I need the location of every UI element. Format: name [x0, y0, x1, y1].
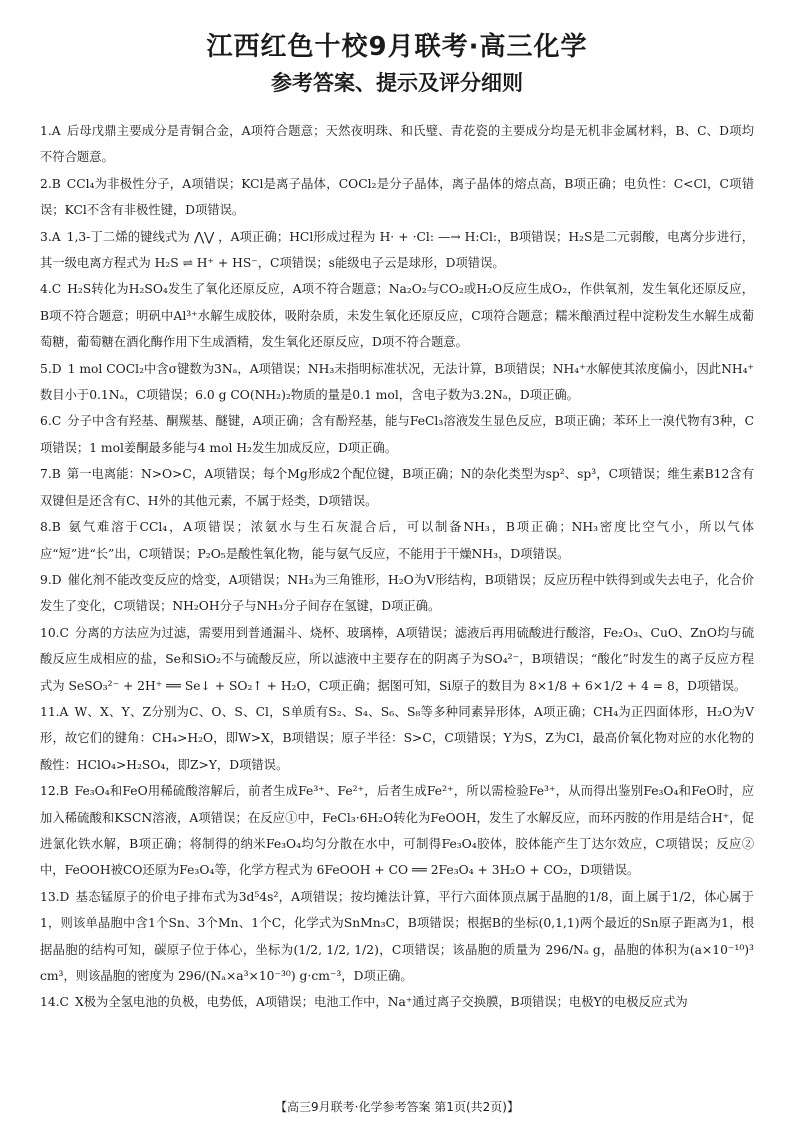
answer-text: 1 mol COCl₂中含σ键数为3Nₐ，A项错误；NH₃未指明标准状况，无法计算，B项错误；NH₄⁺水解使其浓度偏小，因此NH₄⁺数目小于0.1Nₐ，C项错误；6.0 g CO(NH₂)₂物质的量是0.1 mol，含电子数为3.2Nₐ，D项正确。 — [40, 361, 754, 403]
answer-item-6 — [40, 408, 754, 461]
answer-item-4 — [40, 276, 754, 355]
answer-text: H₂S转化为H₂SO₄发生了氧化还原反应，A项不符合题意；Na₂O₂与CO₂或H₂O反应生成O₂，作供氧剂，发生氧化还原反应，B项不符合题意；明矾中Al³⁺水解生成胶体，吸附杂质，未发生氧化还原反应，C项符合题意；糯米酿酒过程中淀粉发生水解生成葡萄糖，葡萄糖在酒化酶作用下生成酒精，发生氧化还原反应，D项不符合题意。 — [40, 282, 754, 350]
answer-item-8 — [40, 514, 754, 567]
page-title: 江西红色十校9月联考·高三化学 — [206, 32, 588, 62]
answer-item-2 — [40, 171, 754, 224]
page-footer: 【高三9月联考·化学参考答案 第1页(共2页)】 — [275, 1100, 519, 1114]
answer-text: X极为全氢电池的负极，电势低，A项错误；电池工作中，Na⁺通过离子交换膜，B项错误；电极Y的电极反应式为 — [74, 995, 688, 1010]
answer-number: 4.C — [40, 282, 62, 297]
answer-number: 11.A — [40, 704, 69, 719]
answer-item-14 — [40, 989, 754, 1015]
answer-text: CCl₄为非极性分子，A项错误；KCl是离子晶体，COCl₂是分子晶体，离子晶体的熔点高，B项正确；电负性：C<Cl，C项错误；KCl不含有非极性键，D项错误。 — [40, 176, 754, 218]
answer-number: 3.A — [40, 229, 61, 244]
answer-number: 2.B — [40, 176, 61, 191]
answer-item-5 — [40, 356, 754, 409]
answer-text: 氨气难溶于CCl₄，A项错误；浓氨水与生石灰混合后，可以制备NH₃，B项正确；NH₃密度比空气小，所以气体应“短”进“长”出，C项错误；P₂O₅是酸性氧化物，能与氨气反应，不能用于干燥NH₃，D项错误。 — [40, 520, 754, 561]
answer-text: 1,3-丁二烯的键线式为 ⋀⋁ ，A项正确；HCl形成过程为 H· + ·Cl: —→ H:Cl:，B项错误；H₂S是二元弱酸，电离分步进行，其一级电离方程式为 H₂S ⇌ H⁺ + HS⁻，C项错误；s能级电子云是球形，D项错误。 — [40, 229, 754, 271]
answer-number: 13.D — [40, 889, 70, 904]
answer-number: 14.C — [40, 995, 69, 1010]
answer-number: 12.B — [40, 784, 69, 799]
answer-number: 8.B — [40, 520, 61, 535]
answer-item-3 — [40, 224, 754, 277]
answer-item-9 — [40, 567, 754, 620]
answer-text: 第一电离能：N>O>C，A项错误；每个Mg形成2个配位键，B项正确；N的杂化类型为sp²、sp³，C项错误；维生素B12含有双键但是还含有C、H外的其他元素，不属于烃类，D项错误。 — [40, 467, 754, 508]
answer-item-7 — [40, 461, 754, 514]
answer-number: 6.C — [40, 414, 62, 429]
answer-text: W、X、Y、Z分别为C、O、S、Cl，S单质有S₂、S₄、S₆、S₈等多种同素异形体，A项正确；CH₄为正四面体形，H₂O为V形，故它们的键角：CH₄>H₂O，即W>X，B项错误；原子半径：S>C，C项错误；Y为S，Z为Cl，最高价氧化物对应的水化物的酸性：HClO₄>H₂SO₄，即Z>Y，D项错误。 — [40, 704, 754, 772]
answer-text: Fe₃O₄和FeO用稀硫酸溶解后，前者生成Fe³⁺、Fe²⁺，后者生成Fe²⁺，所以需检验Fe³⁺，从而得出鉴别Fe₃O₄和FeO时，应加入稀硫酸和KSCN溶液，A项错误；在反应①中，FeCl₃·6H₂O转化为FeOOH，发生了水解反应，而环丙胺的作用是结合H⁺，促进氯化铁水解，B项正确；将制得的纳米Fe₃O₄均匀分散在水中，可制得Fe₃O₄胶体，胶体能产生丁达尔效应，C项错误；反应②中，FeOOH被CO还原为Fe₃O₄等，化学方程式为 6FeOOH + CO ══ 2Fe₃O₄ + 3H₂O + CO₂，D项错误。 — [40, 784, 754, 878]
page-subtitle: 参考答案、提示及评分细则 — [271, 71, 523, 95]
answer-number: 10.C — [40, 625, 69, 640]
answer-item-11 — [40, 699, 754, 778]
answer-item-13 — [40, 884, 754, 990]
answer-text: 催化剂不能改变反应的焓变，A项错误；NH₃为三角锥形，H₂O为V形结构，B项错误；反应历程中铁得到或失去电子，化合价发生了变化，C项错误；NH₂OH分子与NH₃分子间存在氢键，D项正确。 — [40, 572, 754, 614]
answer-number: 9.D — [40, 572, 62, 587]
answer-text: 后母戊鼎主要成分是青铜合金，A项符合题意；天然夜明珠、和氏璧、青花瓷的主要成分均是无机非金属材料，B、C、D项均不符合题意。 — [40, 124, 754, 165]
answer-item-1 — [40, 118, 754, 171]
answer-item-12 — [40, 778, 754, 884]
answer-number: 7.B — [40, 467, 61, 482]
answer-text: 基态锰原子的价电子排布式为3d⁵4s²，A项错误；按均摊法计算，平行六面体顶点属于晶胞的1/8，面上属于1/2，体心属于1，则该单晶胞中含1个Sn、3个Mn、1个C，化学式为SnMn₃C，B项错误；根据B的坐标(0,1,1)两个最近的Sn原子距离为1，根据晶胞的结构可知，碳原子位于体心，坐标为(1/2, 1/2, 1/2)，C项错误；该晶胞的质量为 296/Nₐ g，晶胞的体积为(a×10⁻¹⁰)³ cm³，则该晶胞的密度为 296/(Nₐ×a³×10⁻³⁰) g·cm⁻³，D项正确。 — [40, 889, 754, 983]
answer-text: 分子中含有羟基、酮羰基、醚键，A项正确；含有酚羟基，能与FeCl₃溶液发生显色反应，B项正确；苯环上一溴代物有3种，C项错误；1 mol姜酮最多能与4 mol H₂发生加成反应，D项正确。 — [40, 414, 754, 455]
answer-number: 1.A — [40, 124, 61, 138]
answer-text: 分离的方法应为过滤，需要用到普通漏斗、烧杯、玻璃棒，A项错误；滤液后再用硫酸进行酸溶，Fe₂O₃、CuO、ZnO均与硫酸反应生成相应的盐，Se和SiO₂不与硫酸反应，所以滤液中主要存在的阴离子为SO₄²⁻，B项错误；“酸化”时发生的离子反应方程式为 SeSO₃²⁻ + 2H⁺ ══ Se↓ + SO₂↑ + H₂O，C项正确；据图可知，Si原子的数目为 8×1/8 + 6×1/2 + 4 = 8，D项错误。 — [40, 625, 754, 693]
answer-list — [40, 118, 754, 1016]
answer-item-10 — [40, 620, 754, 699]
answer-number: 5.D — [40, 361, 62, 376]
